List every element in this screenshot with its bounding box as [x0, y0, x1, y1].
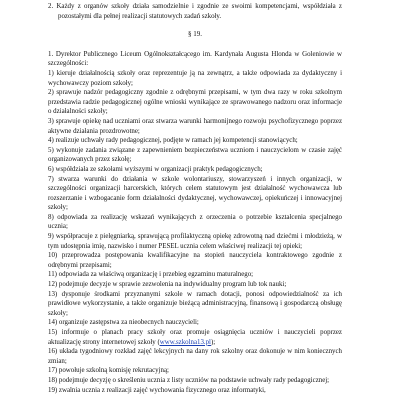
list-item: 8) odpowiada za realizację wskazań wynikających z orzeczenia o potrzebie kształcenia specjalnego ucznia; [48, 213, 342, 231]
list-item-text: 15) informuje o planach pracy szkoły oraz promuje osiągnięcia uczniów i nauczycieli poprzez aktualizację strony internetowej szkoły ( [48, 329, 342, 346]
list-item: 19) zwalnia ucznia z realizacji zajęć wychowania fizycznego oraz informatyki, [48, 386, 266, 394]
list-item-with-link [48, 328, 342, 347]
list-item: 5) wykonuje zadania związane z zapewnieniem bezpieczeństwa uczniom i nauczycielom w czasie zajęć organizowanych przez szkołę; [48, 146, 342, 164]
list-item: 12) podejmuje decyzje w sprawie zezwolenia na indywidualny program lub tok nauki; [48, 281, 287, 289]
intro-paragraph: 2. Każdy z organów szkoły działa samodzielnie i zgodnie ze swoimi kompetencjami, współdziała z pozostałymi dla pełnej realizacji statutowych zadań szkoły. [48, 3, 342, 20]
list-item: 14) organizuje zastępstwa za nieobecnych nauczycieli; [48, 319, 199, 327]
list-item: 4) realizuje uchwały rady pedagogicznej, podjęte w ramach jej kompetencji stanowiących; [48, 137, 298, 145]
list-item: 6) współdziała ze szkołami wyższymi w organizacji praktyk pedagogicznych; [48, 165, 263, 173]
list-item-suffix: ); [210, 338, 216, 346]
duties-list [48, 69, 342, 395]
website-link[interactable]: www.szkolna13.pl [159, 338, 211, 346]
list-item: 11) odpowiada za właściwą organizację i przebieg egzaminu maturalnego; [48, 271, 254, 279]
list-item: 2) sprawuje nadzór pedagogiczny zgodnie z odrębnymi przepisami, w tym dwa razy w roku szkolnym przedstawia radzie pedagogicznej ogólne wnioski wynikające ze sprawowanego nadzoru oraz informacje o działalności szkoły; [48, 89, 342, 116]
list-item: 7) stwarza warunki do działania w szkole wolontariuszy, stowarzyszeń i innych organizacji, w szczególności organizacji harcerskich, których celem statutowym jest działalność wychowawcza lub rozszerzanie i wzbogacanie form działalności dydaktycznej, wychowawczej, opiekuńczej i innowacyjnej szkoły; [48, 175, 342, 212]
list-item: 1) kieruje działalnością szkoły oraz reprezentuje ją na zewnątrz, a także odpowiada za dydaktyczny i wychowawczy poziom szkoły; [48, 69, 342, 87]
list-item: 18) podejmuje decyzję o skreśleniu ucznia z listy uczniów na podstawie uchwały rady pedagogicznej; [48, 376, 330, 384]
list-item: 9) współpracuje z pielęgniarką, sprawującą profilaktyczną opiekę zdrowotną nad dziećmi i młodzieżą, w tym udostępnia imię, nazwisko i numer PESEL ucznia celem właściwej realizacji tej opieki; [48, 233, 342, 250]
list-item: 10) przeprowadza postępowania kwalifikacyjne na stopień nauczyciela kontraktowego zgodnie z odrębnymi przepisami; [48, 252, 342, 269]
list-item: 13) dysponuje środkami przyznanymi szkole w ramach dotacji, ponosi odpowiedzialność za ich prawidłowe wykorzystanie, a także organizuje bieżącą administracyjną, finansową i gospodarczą obsługę szkoły; [48, 290, 342, 317]
section-title: § 19. [188, 30, 202, 39]
list-item: 16) układa tygodniowy rozkład zajęć lekcyjnych na dany rok szkolny oraz dokonuje w nim koniecznych zmian; [48, 348, 342, 365]
list-item: 3) sprawuje opiekę nad uczniami oraz stwarza warunki harmonijnego rozwoju psychofizycznego poprzez aktywne działania prozdrowotne; [48, 117, 342, 135]
lead-paragraph: 1. Dyrektor Publicznego Liceum Ogólnokształcącego im. Kardynała Augusta Hlonda w Goleniowie w szczególności: [48, 50, 342, 68]
list-item: 17) powołuje szkolną komisję rekrutacyjną; [48, 367, 169, 375]
